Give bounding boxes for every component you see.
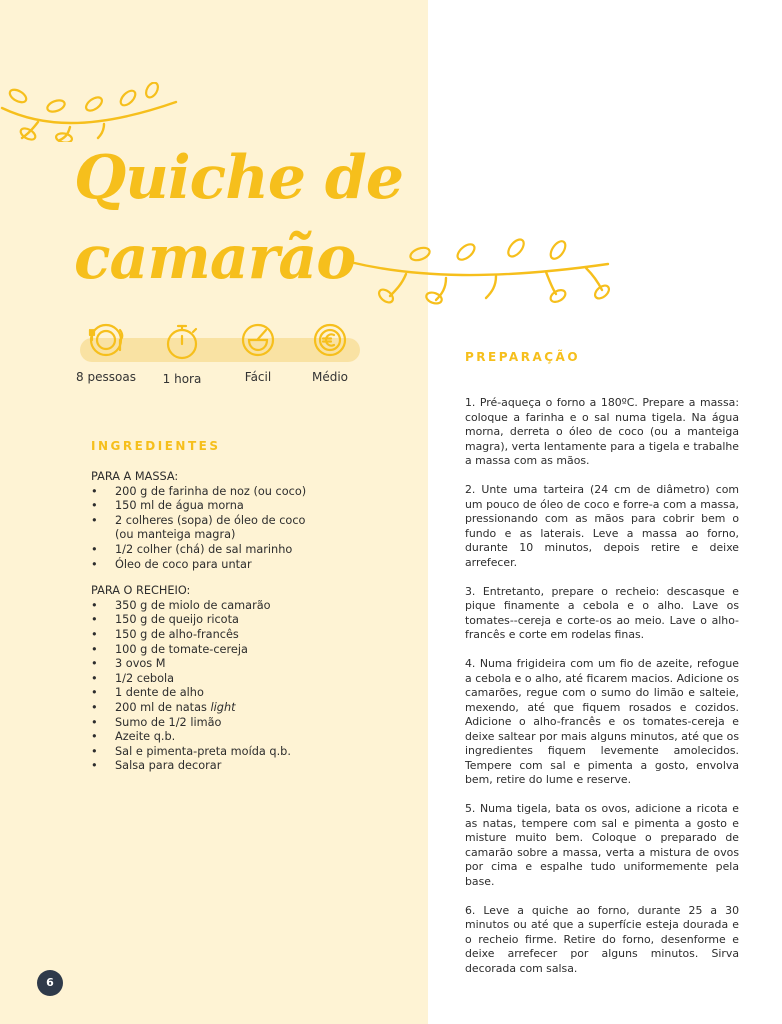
list-item: • Óleo de coco para untar [91,558,411,573]
step-2: 2. Unte uma tarteira (24 cm de diâmetro) com um pouco de óleo de coco e forre-a com a massa, pressionando com as mãos para cobrir bem o fundo e as laterais. Leve a massa ao forno, durante 10 minutos, depois retire e deixe arrefecer. [465,483,739,569]
list-item: • Sumo de 1/2 limão [91,716,411,731]
leaf-branch-top-icon [0,82,180,142]
list-item-continuation: (ou manteiga magra) [115,528,236,542]
step-1: 1. Pré-aqueça o forno a 180ºC. Prepare a massa: coloque a farinha e o sal numa tigela. Na água morna, derreta o óleo de coco (ou a manteiga magra), verta lentamente para a tigela e trabalhe a massa com as mãos. [465,396,739,467]
leaf-branch-right-icon [346,234,612,306]
stat-difficulty [218,322,298,384]
list-item: • 150 g de queijo ricota [91,613,411,628]
preparation-steps [465,396,739,991]
stat-servings-label: 8 pessoas [76,370,136,384]
list-item: • 3 ovos M [91,657,411,672]
stat-time-label: 1 hora [162,372,202,386]
list-item: • 150 g de alho-francês [91,628,411,643]
list-item: • 2 colheres (sopa) de óleo de coco [91,514,411,529]
list-item: • Azeite q.b. [91,730,411,745]
stat-cost [290,322,370,384]
list-item [91,701,411,716]
recipe-stats [74,322,374,402]
stat-servings [66,322,146,384]
step-6: 6. Leve a quiche ao forno, durante 25 a 30 minutos ou até que a superfície esteja dourada e o recheio firme. Retire do forno, desenforme e deixe arrefecer por alguns minutos. Sirva decorada com salsa. [465,903,739,975]
list-item: • Sal e pimenta-preta moída q.b. [91,745,411,760]
list-item: • 150 ml de água morna [91,499,411,514]
page-number-badge: 6 [37,970,63,996]
step-5: 5. Numa tigela, bata os ovos, adicione a ricota e as natas, tempere com sal e pimenta a gosto e misture muito bem. Coloque o preparado de camarão sobre a massa, verta a mistura de ovos por cima e espalhe tudo uniformemente pela base. [465,802,739,888]
stat-cost-label: Médio [311,370,349,384]
list-item: • 100 g de tomate-cereja [91,643,411,658]
stopwatch-icon [164,322,200,360]
mortar-icon [240,322,276,358]
list-item: • 1 dente de alho [91,686,411,701]
recheio-items [91,599,411,774]
euro-coin-icon [312,322,348,358]
list-item: • 1/2 cebola [91,672,411,687]
stat-time [142,322,222,386]
list-item: • 350 g de miolo de camarão [91,599,411,614]
recipe-title: Quiche de camarão [74,143,404,293]
ingredients-list [91,470,411,786]
plate-icon [88,322,124,358]
massa-items [91,485,411,573]
step-4: 4. Numa frigideira com um fio de azeite, refogue a cebola e o alho, até ficarem macios. Adicione os camarões, regue com o sumo do limão e salteie, mexendo, até que fiquem rosados e cozidos. Adicione o alho-francês e os tomates-cereja e deixe saltear por mais alguns minutos, até que os ingredientes fiquem levemente amolecidos. Tempere com sal e pimenta a gosto, envolva bem, retire do lume e reserve. [465,657,739,786]
stat-difficulty-label: Fácil [244,370,272,384]
preparation-heading: PREPARAÇÃO [465,350,581,364]
massa-group-title: PARA A MASSA: [91,470,179,483]
step-3: 3. Entretanto, prepare o recheio: descasque e pique finamente a cebola e o alho. Lave os tomates--cereja e corte-os ao meio. Lave o alho-francês e corte em rodelas finas. [465,584,739,641]
light-word: light [210,700,236,714]
list-item: • 200 g de farinha de noz (ou coco) [91,485,411,500]
natas-text: 200 ml de natas [115,700,211,714]
ingredients-heading: INGREDIENTES [91,439,221,453]
recheio-group-title: PARA O RECHEIO: [91,584,191,598]
list-item: • Salsa para decorar [91,759,411,774]
list-item: • 1/2 colher (chá) de sal marinho [91,543,411,558]
